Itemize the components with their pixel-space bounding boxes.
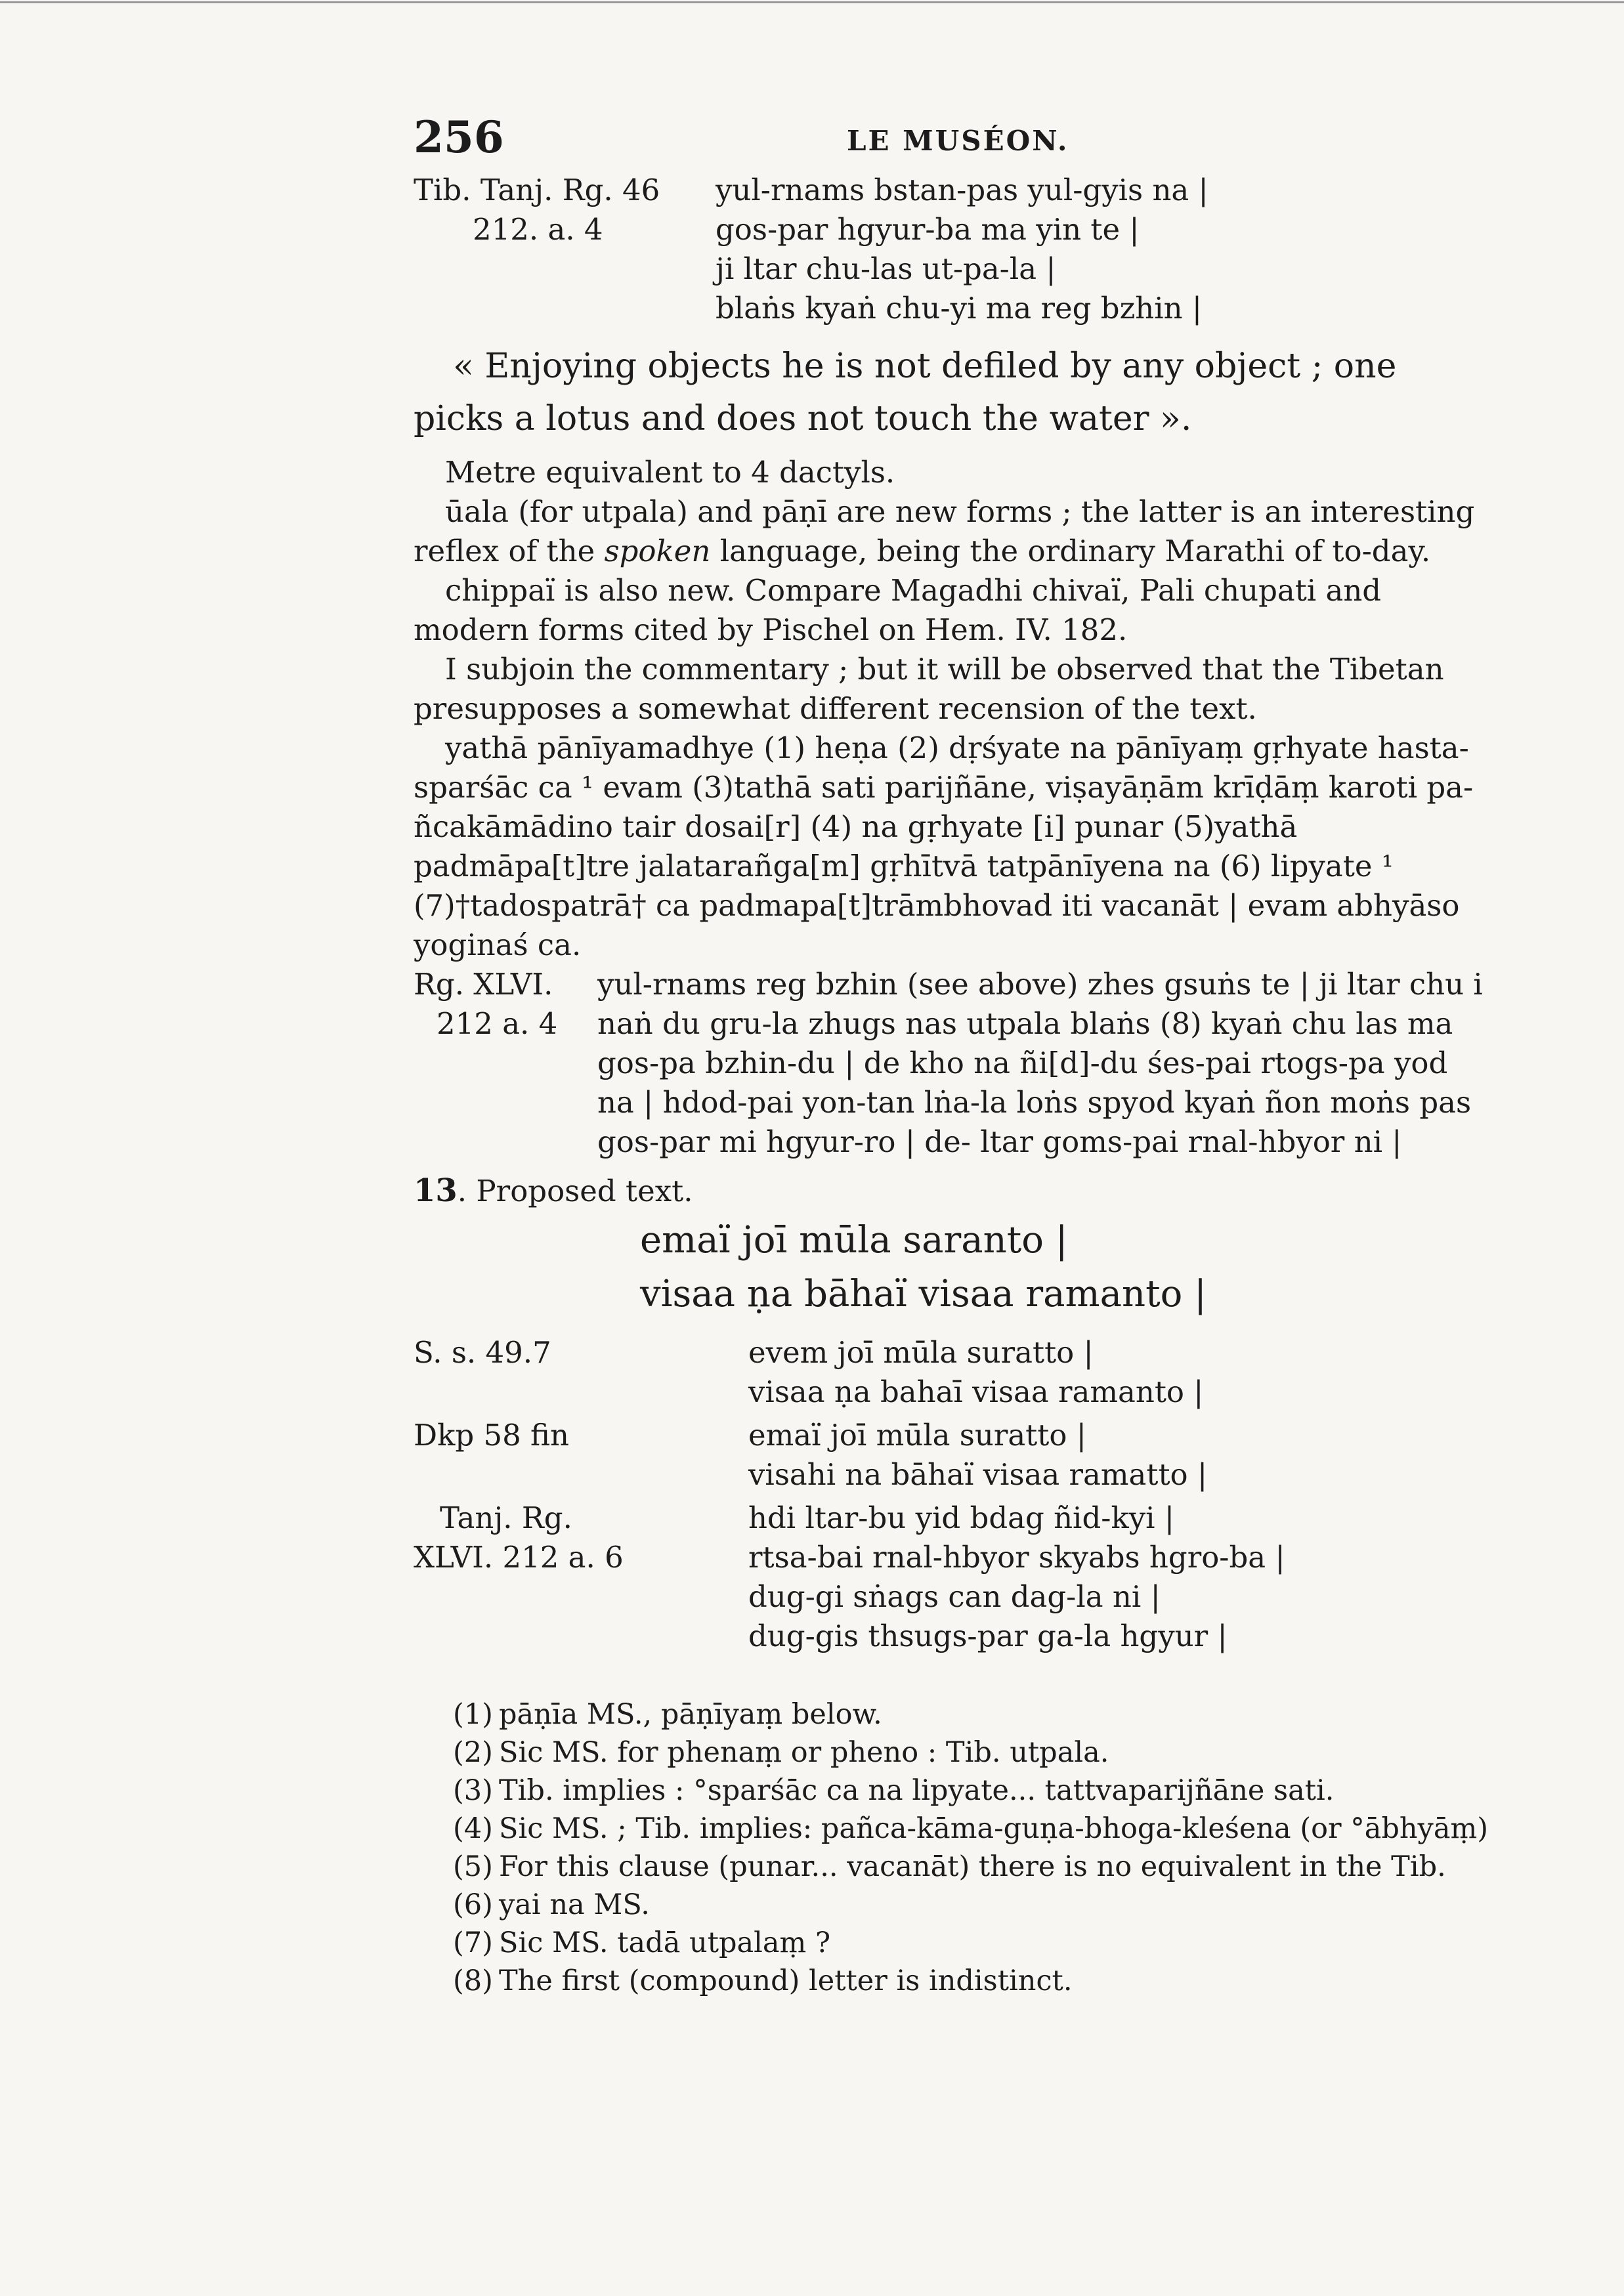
page — [414, 105, 1490, 2000]
parallel-label: Tanj. Rg. — [440, 1500, 572, 1535]
verse-line: dug-gi sṅags can dag-la ni | — [748, 1579, 1161, 1614]
verse-line: visaa ṇa bahaī visaa ramanto | — [748, 1374, 1204, 1409]
paragraph-subjoin: I subjoin the commentary ; but it will be observed that the Tibetan presupposes a somewhat different recension of the text. — [414, 652, 1444, 726]
page-header — [414, 105, 1490, 171]
translation: « Enjoying objects he is not defiled by any object ; one picks a lotus and does not touch the water ». — [414, 347, 1397, 438]
section-number: 13 — [414, 1172, 458, 1209]
citation-label: 212. a. 4 — [473, 212, 603, 247]
parallel-ss — [414, 1333, 1490, 1412]
parallels — [414, 1333, 1490, 1656]
footnote: (8) The first (compound) letter is indistinct. — [453, 1965, 1073, 1997]
footnote: (4) Sic MS. ; Tib. implies: pañca-kāma-guṇa-bhoga-kleśena (or °ābhyāṃ) — [453, 1812, 1489, 1845]
footnote: (7) Sic MS. tadā utpalaṃ ? — [453, 1926, 831, 1959]
verse-line: evem joī mūla suratto | — [748, 1335, 1094, 1370]
verse-line: gos-par hgyur-ba ma yin te | — [716, 212, 1140, 247]
verse-line: dug-gis thsugs-par ga-la hgyur | — [748, 1619, 1228, 1653]
proposed-line: emaï joī mūla saranto | — [640, 1219, 1068, 1262]
parallel-label: Dkp 58 fin — [414, 1418, 570, 1453]
paragraph-commentary: yathā pānīyamadhye (1) heṇa (2) dṛśyate na pānīyaṃ gṛhyate hasta-sparśāc ca ¹ evam (3)tathā sati parijñāne, viṣayāṇām krīḍāṃ karoti pa-ñcakāmādino tair dosai[r] (4) na gṛhyate [i] punar (5)yathā padmāpa[t]tre jalatarañga[m] gṛhītvā tatpānīyena na (6) lipyate ¹ (7)†tadospatrā† ca padmapa[t]trāmbhovad iti vacanāt | evam abhyāso yoginaś ca. — [414, 731, 1474, 962]
page-number: 256 — [414, 112, 504, 163]
paragraph-chippai: chippaï is also new. Compare Magadhi chivaï, Pali chupati and modern forms cited by Pischel on Hem. IV. 182. — [414, 573, 1382, 647]
parallel-dkp — [414, 1416, 1490, 1495]
discussion — [414, 453, 1490, 965]
commentary-text: naṅ du gru-la zhugs nas utpala blaṅs (8) kyaṅ chu las ma gos-pa bzhin-du | de kho na ñi[d]-du śes-pai rtogs-pa yod na | hdod-pai yon-tan lṅa-la loṅs spyod kyaṅ ñon moṅs pas gos-par mi hgyur-ro | de- ltar goms-pai rnal-hbyor ni | — [597, 1006, 1472, 1159]
footnote: (2) Sic MS. for phenaṃ or pheno : Tib. utpala. — [453, 1736, 1109, 1769]
citation-label: Tib. Tanj. Rg. 46 — [414, 173, 660, 207]
footnote: (5) For this clause (punar... vacanāt) there is no equivalent in the Tib. — [453, 1850, 1446, 1883]
verse-line: yul-rnams bstan-pas yul-gyis na | — [716, 173, 1208, 207]
footnote: (3) Tib. implies : °sparśāc ca na lipyate... tattvaparijñāne sati. — [453, 1774, 1335, 1807]
section-title: . Proposed text. — [457, 1174, 693, 1208]
proposed-text — [414, 1214, 1490, 1321]
paragraph-uala: ūala (for utpala) and pāṇī are new forms ; the latter is an interesting reflex of the spoken language, being the ordinary Marathi of to-day. — [414, 494, 1475, 568]
parallel-label: XLVI. 212 a. 6 — [414, 1540, 624, 1575]
parallel-tanj — [414, 1499, 1490, 1656]
citation-label: 212 a. 4 — [437, 1006, 558, 1041]
commentary-line: yul-rnams reg bzhin (see above) zhes gsuṅs te | ji ltar chu i — [597, 967, 1483, 1002]
running-head: LE MUSÉON. — [847, 125, 1069, 157]
footnote: (1) pāṇīa MS., pāṇīyaṃ below. — [453, 1698, 882, 1731]
verse-line: blaṅs kyaṅ chu-yi ma reg bzhin | — [716, 291, 1203, 326]
citation-label: Rg. XLVI. — [414, 967, 553, 1002]
verse-line: ji ltar chu-las ut-pa-la | — [716, 251, 1056, 286]
section-heading — [414, 1171, 1490, 1211]
proposed-line: visaa ṇa bāhaï visaa ramanto | — [640, 1273, 1207, 1315]
parallel-label: S. s. 49.7 — [414, 1335, 551, 1370]
footnote: (6) yai na MS. — [453, 1888, 650, 1921]
verse-line: hdi ltar-bu yid bdag ñid-kyi | — [748, 1500, 1175, 1535]
footnotes — [414, 1695, 1490, 2000]
rg-citation-block — [414, 965, 1490, 1162]
verse-line: emaï joī mūla suratto | — [748, 1418, 1086, 1453]
verse-line: visahi na bāhaï visaa ramatto | — [748, 1457, 1208, 1492]
verse-line: rtsa-bai rnal-hbyor skyabs hgro-ba | — [748, 1540, 1285, 1575]
top-rule — [0, 1, 1624, 3]
tib-citation-block — [414, 171, 1490, 328]
paragraph-metre: Metre equivalent to 4 dactyls. — [445, 455, 895, 490]
